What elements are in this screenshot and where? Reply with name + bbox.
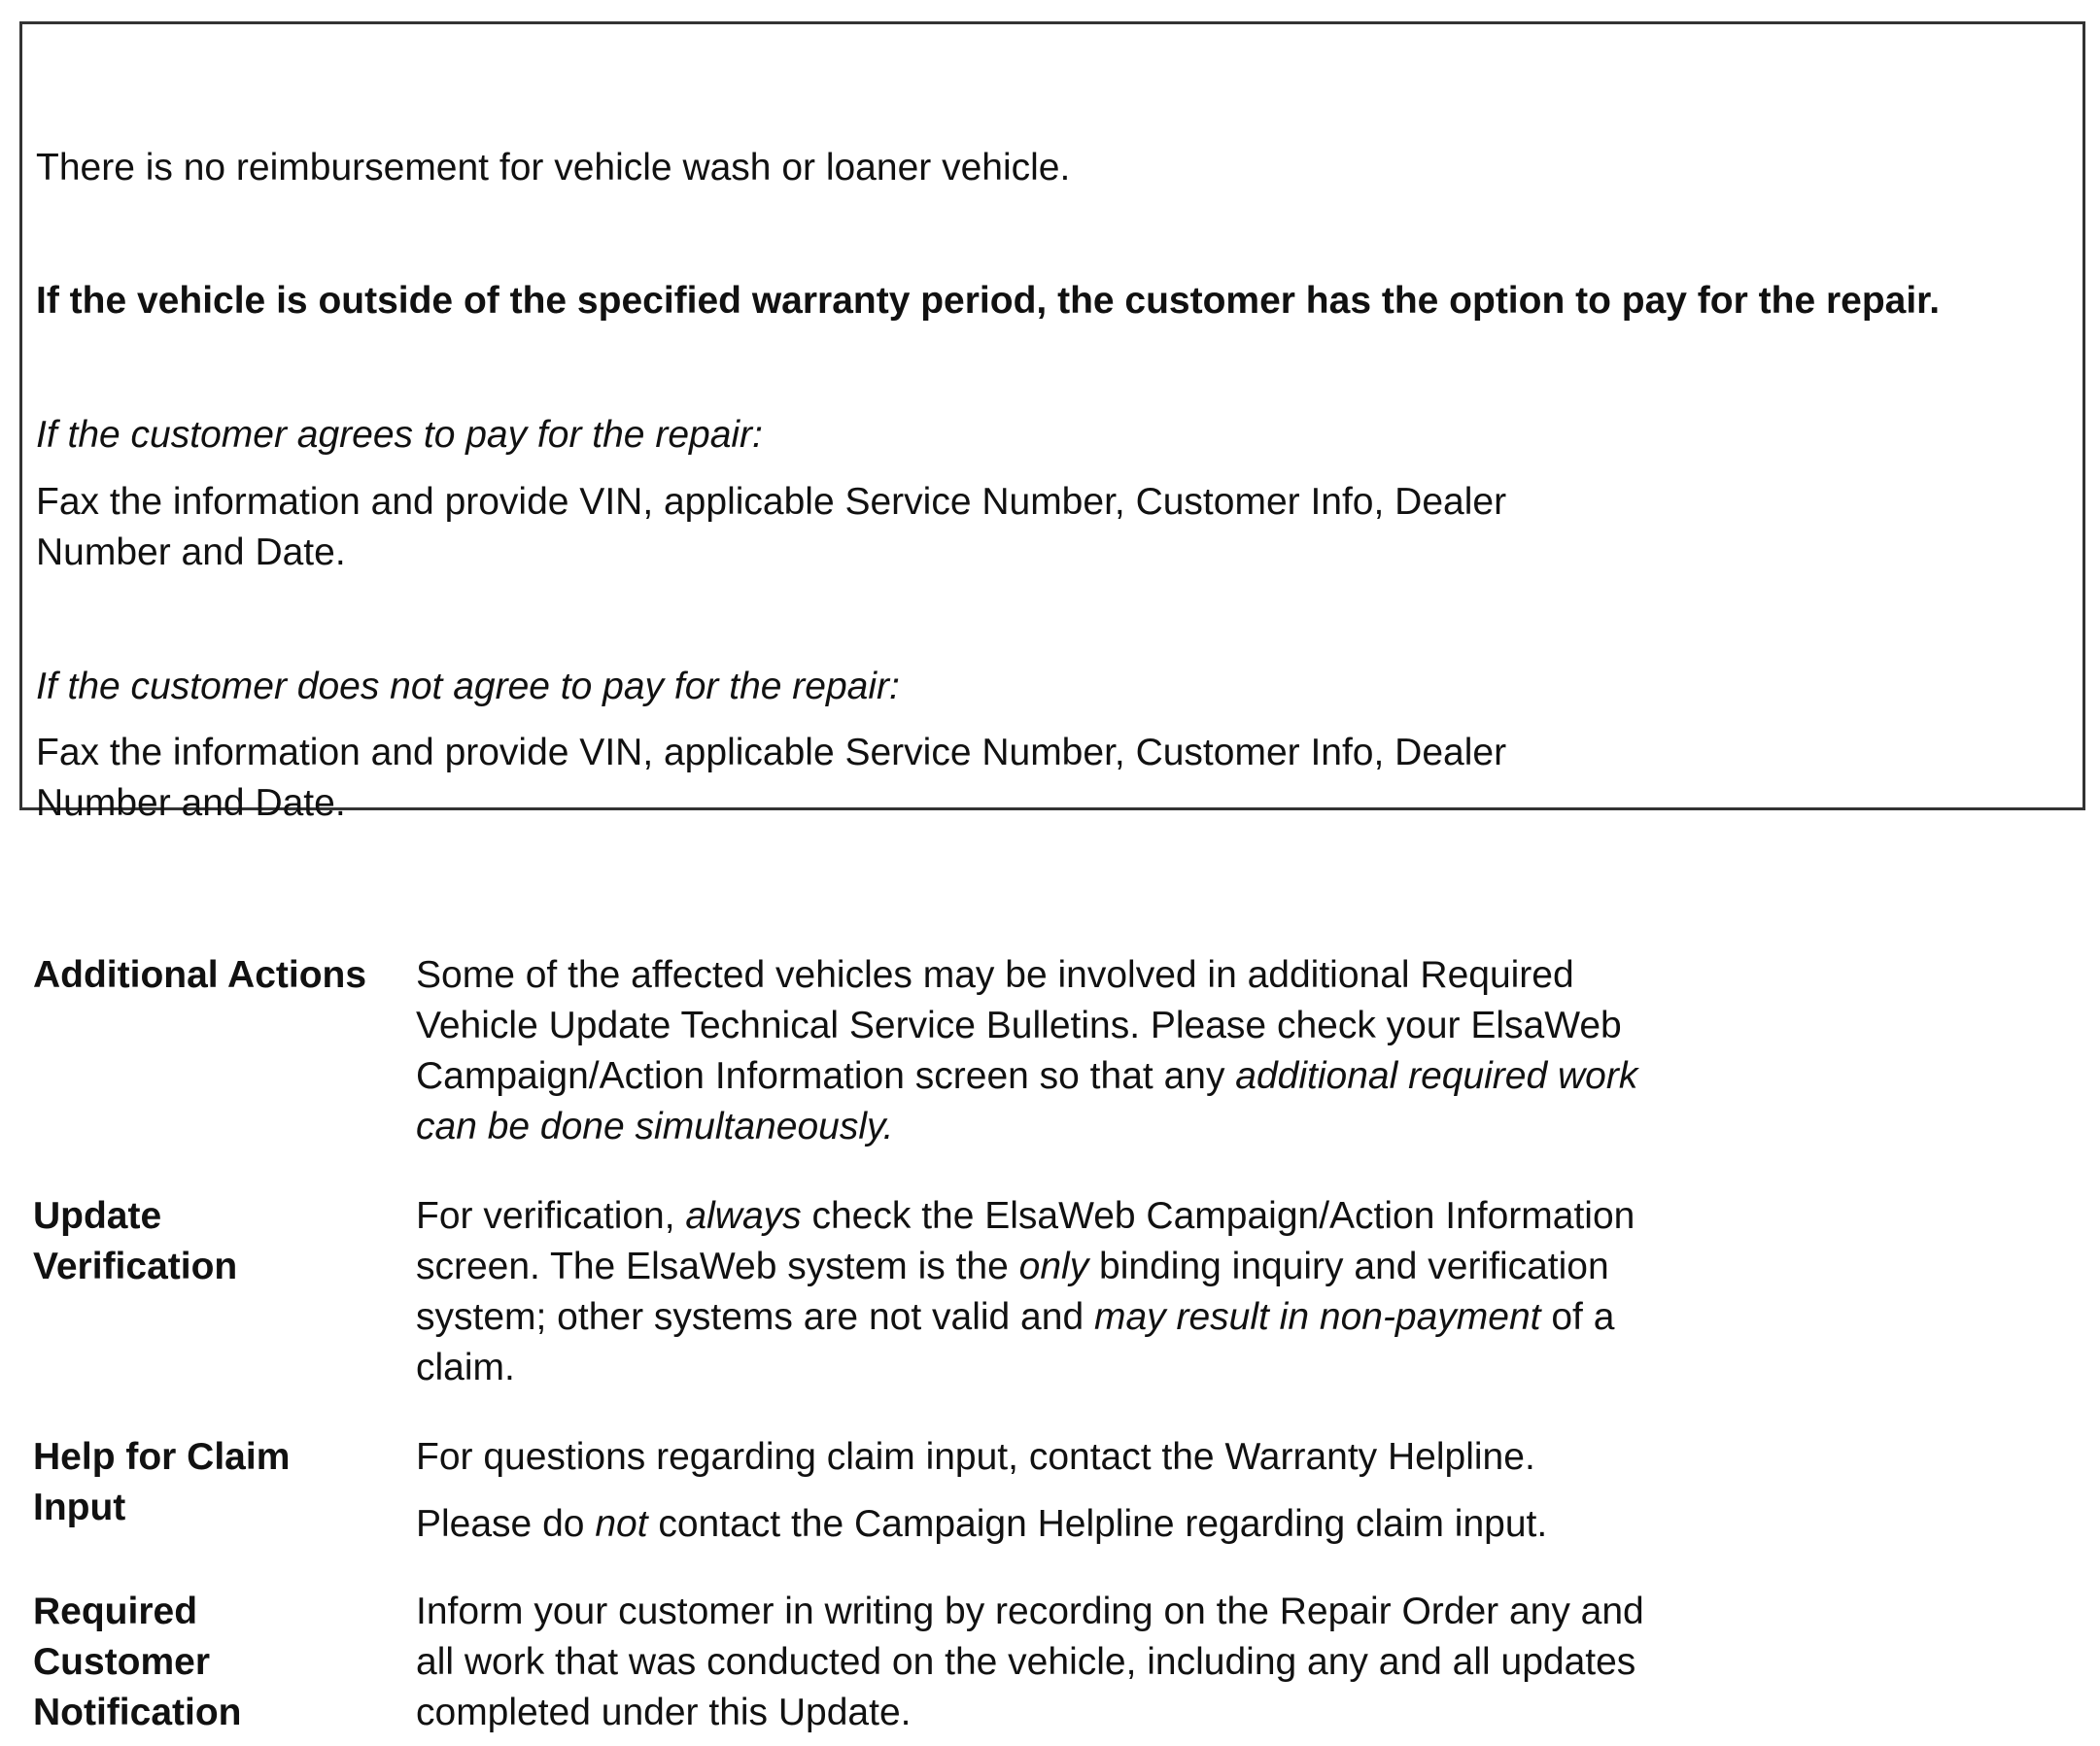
label-line: Notification — [33, 1692, 242, 1733]
label-line: Verification — [33, 1246, 238, 1287]
emphasis-span: only — [1018, 1246, 1089, 1287]
label-line: Update — [33, 1195, 162, 1237]
not-agree-instruction-line-1: Fax the information and provide VIN, applicable Service Number, Customer Info, Dealer — [36, 732, 1507, 773]
help-claim-input-label — [33, 1432, 412, 1533]
text-span: Campaign/Action Information screen so that any — [416, 1055, 1236, 1097]
text-span: system; other systems are not valid and — [416, 1296, 1094, 1338]
text-span: For verification, — [416, 1195, 686, 1237]
agrees-heading: If the customer agrees to pay for the repair: — [36, 414, 763, 456]
additional-actions-label: Additional Actions — [33, 954, 367, 996]
label-line: Help for Claim — [33, 1436, 291, 1478]
update-verification-label — [33, 1191, 412, 1292]
text-line — [416, 1499, 1776, 1550]
text-line: Some of the affected vehicles may be involved in additional Required — [416, 954, 1574, 996]
required-notification-text — [416, 1587, 1776, 1738]
text-line — [416, 1292, 1776, 1343]
text-line — [416, 1242, 1776, 1292]
text-line: all work that was conducted on the vehicle, including any and all updates — [416, 1641, 1636, 1683]
text-line: claim. — [416, 1347, 515, 1388]
label-line: Required — [33, 1591, 198, 1632]
text-span: contact the Campaign Helpline regarding claim input. — [647, 1503, 1548, 1545]
agrees-instruction-line-2: Number and Date. — [36, 531, 346, 573]
emphasis-span: may result in non-payment — [1093, 1296, 1541, 1338]
warranty-option-note: If the vehicle is outside of the specified warranty period, the customer has the option to pay for the repair. — [36, 280, 1941, 322]
help-claim-input-text — [416, 1432, 1776, 1550]
additional-actions-text — [416, 950, 1776, 1152]
text-span: binding inquiry and verification — [1088, 1246, 1609, 1287]
text-line: Vehicle Update Technical Service Bulletins. Please check your ElsaWeb — [416, 1005, 1622, 1046]
text-line: Inform your customer in writing by recording on the Repair Order any and — [416, 1591, 1644, 1632]
text-line: For questions regarding claim input, contact the Warranty Helpline. — [416, 1436, 1535, 1478]
not-agree-instruction-line-2: Number and Date. — [36, 782, 346, 824]
text-line: can be done simultaneously. — [416, 1106, 894, 1147]
label-line: Input — [33, 1487, 126, 1528]
required-notification-label — [33, 1587, 412, 1738]
reimbursement-note: There is no reimbursement for vehicle wash or loaner vehicle. — [36, 147, 1071, 188]
text-span: check the ElsaWeb Campaign/Action Information — [801, 1195, 1635, 1237]
text-span: of a — [1540, 1296, 1615, 1338]
agrees-instruction-line-1: Fax the information and provide VIN, applicable Service Number, Customer Info, Dealer — [36, 481, 1507, 523]
update-verification-text — [416, 1191, 1776, 1393]
emphasis-span: additional required work — [1235, 1055, 1638, 1097]
not-agree-heading: If the customer does not agree to pay for the repair: — [36, 666, 900, 707]
emphasis-span: not — [595, 1503, 648, 1545]
text-line: completed under this Update. — [416, 1692, 912, 1733]
warranty-notice-box — [19, 21, 2085, 824]
emphasis-span: always — [685, 1195, 802, 1237]
text-span: Please do — [416, 1503, 596, 1545]
text-line — [416, 1191, 1776, 1242]
text-line — [416, 1051, 1776, 1102]
label-line: Customer — [33, 1641, 211, 1683]
text-span: screen. The ElsaWeb system is the — [416, 1246, 1019, 1287]
